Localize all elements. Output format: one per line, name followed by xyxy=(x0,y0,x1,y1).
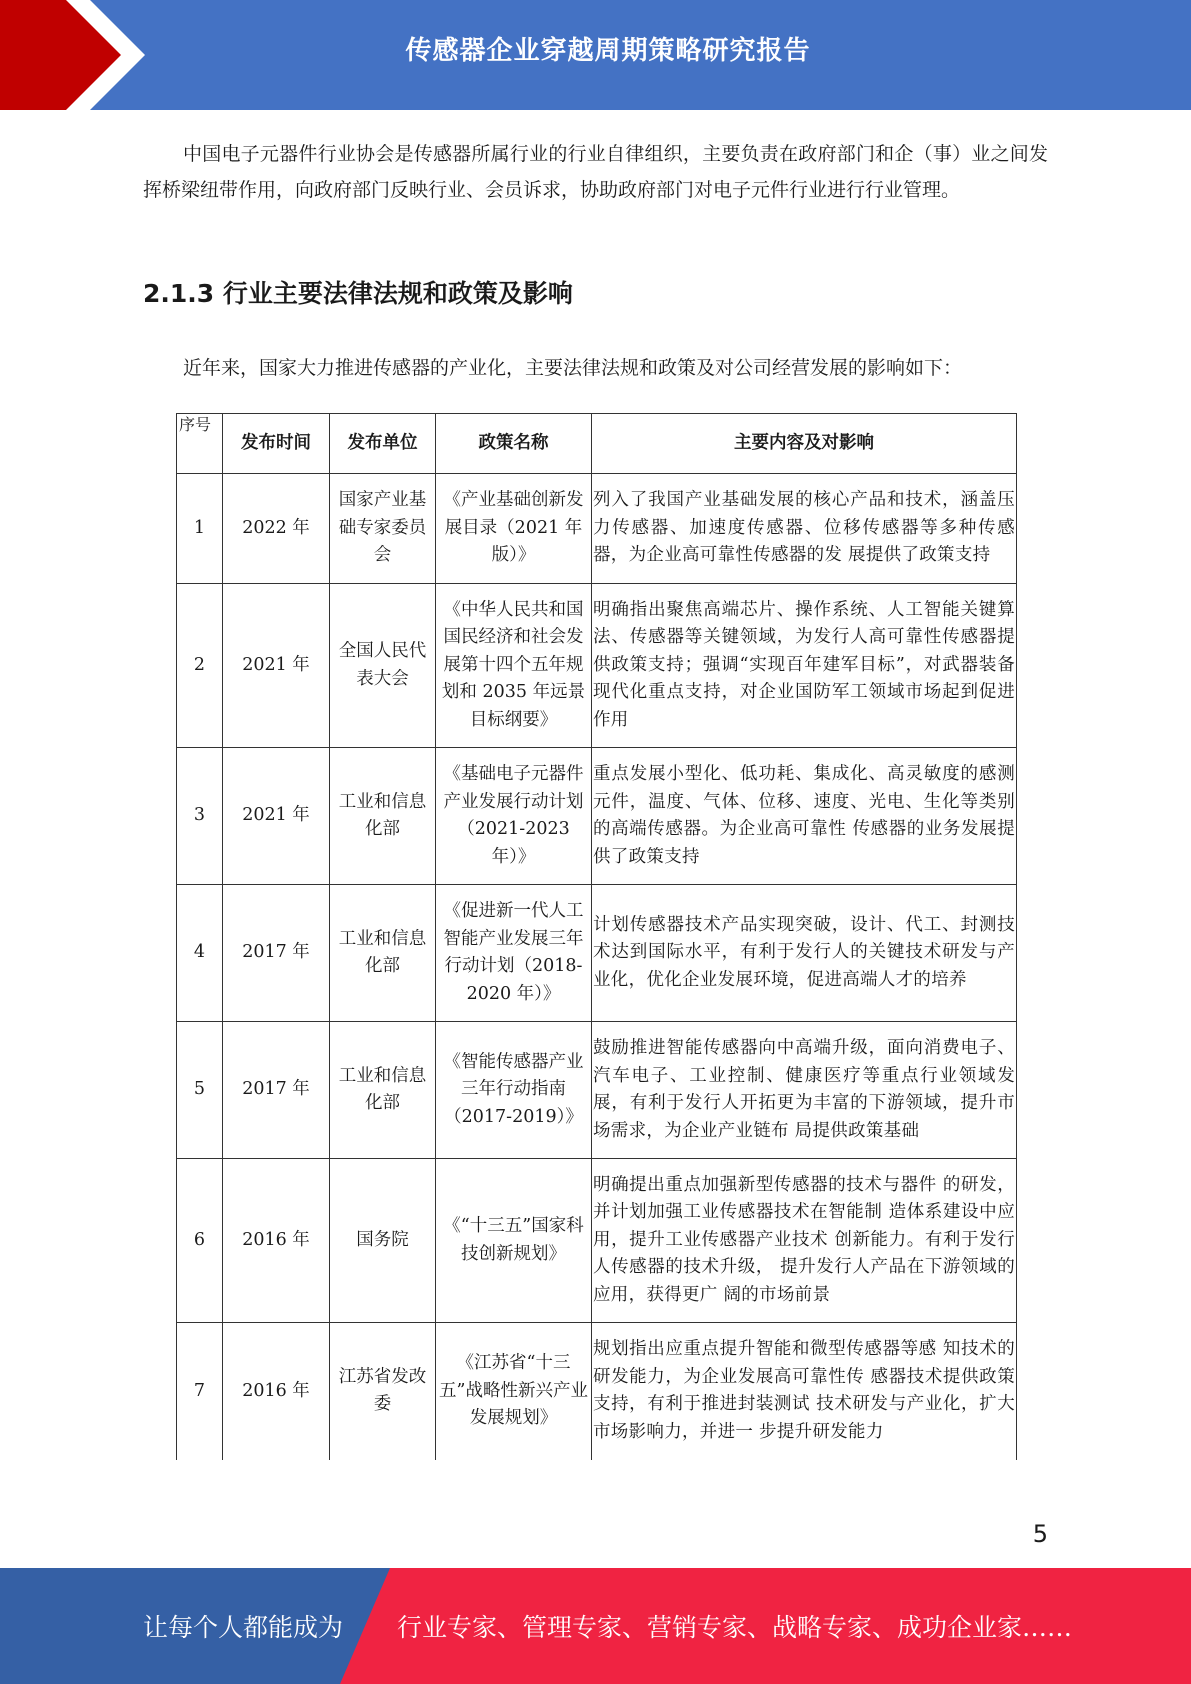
cell-content: 计划传感器技术产品实现突破，设计、代工、封测技术达到国际水平，有利于发行人的关键技术研发与产业化，优化企业发展环境，促进高端人才的培养 xyxy=(592,885,1017,1022)
cell-no: 3 xyxy=(177,748,223,885)
cell-issuer: 工业和信息化部 xyxy=(330,748,436,885)
column-header-policy: 政策名称 xyxy=(436,414,592,474)
footer-slogan-right: 行业专家、管理专家、营销专家、战略专家、成功企业家…… xyxy=(397,1613,1073,1642)
page-number: 5 xyxy=(1032,1520,1048,1548)
table-row xyxy=(177,1159,1017,1323)
page-header xyxy=(0,0,1191,110)
cell-content: 明确指出聚焦高端芯片、操作系统、人工智能关键算法、传感器等关键领域，为发行人高可靠性传感器提供政策支持；强调“实现百年建军目标”，对武器装备现代化重点支持，对企业国防军工领域市场起到促进作用 xyxy=(592,584,1017,748)
cell-content: 鼓励推进智能传感器向中高端升级，面向消费电子、汽车电子、工业控制、健康医疗等重点行业领域发展，有利于发行人开拓更为丰富的下游领域，提升市场需求，为企业产业链布 局提供政策基础 xyxy=(592,1022,1017,1159)
cell-issuer: 国务院 xyxy=(330,1159,436,1323)
cell-date: 2022 年 xyxy=(223,474,330,584)
cell-policy: 《促进新一代人工智能产业发展三年行动计划（2018-2020 年）》 xyxy=(436,885,592,1022)
cell-policy: 《中华人民共和国国民经济和社会发展第十四个五年规划和 2035 年远景目标纲要》 xyxy=(436,584,592,748)
table-row xyxy=(177,748,1017,885)
cell-date: 2021 年 xyxy=(223,584,330,748)
table-row xyxy=(177,885,1017,1022)
cell-no: 4 xyxy=(177,885,223,1022)
table-row xyxy=(177,1022,1017,1159)
cell-no: 7 xyxy=(177,1323,223,1460)
cell-issuer: 江苏省发改委 xyxy=(330,1323,436,1460)
page-footer xyxy=(0,1568,1191,1684)
table-header-row xyxy=(177,414,1017,474)
cell-no: 5 xyxy=(177,1022,223,1159)
cell-issuer: 工业和信息化部 xyxy=(330,1022,436,1159)
cell-policy: 《基础电子元器件产业发展行动计划（2021-2023 年）》 xyxy=(436,748,592,885)
cell-date: 2017 年 xyxy=(223,885,330,1022)
cell-content: 列入了我国产业基础发展的核心产品和技术，涵盖压力传感器、加速度传感器、位移传感器等多种传感器，为企业高可靠性传感器的发 展提供了政策支持 xyxy=(592,474,1017,584)
policy-table xyxy=(176,413,1017,1460)
column-header-date: 发布时间 xyxy=(223,414,330,474)
cell-date: 2021 年 xyxy=(223,748,330,885)
cell-issuer: 国家产业基础专家委员会 xyxy=(330,474,436,584)
cell-no: 2 xyxy=(177,584,223,748)
cell-content: 规划指出应重点提升智能和微型传感器等感 知技术的研发能力，为企业发展高可靠性传 感器技术提供政策支持，有利于推进封装测试 技术研发与产业化，扩大市场影响力，并进一 步提升研发能力 xyxy=(592,1323,1017,1460)
cell-content: 重点发展小型化、低功耗、集成化、高灵敏度的感测元件，温度、气体、位移、速度、光电、生化等类别的高端传感器。为企业高可靠性 传感器的业务发展提供了政策支持 xyxy=(592,748,1017,885)
cell-date: 2016 年 xyxy=(223,1323,330,1460)
cell-issuer: 全国人民代表大会 xyxy=(330,584,436,748)
table-row xyxy=(177,584,1017,748)
intro-paragraph: 中国电子元器件行业协会是传感器所属行业的行业自律组织，主要负责在政府部门和企（事）业之间发挥桥梁纽带作用，向政府部门反映行业、会员诉求，协助政府部门对电子元件行业进行行业管理。 xyxy=(143,143,1048,201)
table-row xyxy=(177,1323,1017,1460)
cell-date: 2016 年 xyxy=(223,1159,330,1323)
section-heading: 2.1.3 行业主要法律法规和政策及影响 xyxy=(143,279,573,308)
cell-issuer: 工业和信息化部 xyxy=(330,885,436,1022)
header-title: 传感器企业穿越周期策略研究报告 xyxy=(405,36,811,66)
footer-slogan-left: 让每个人都能成为 xyxy=(143,1613,344,1642)
cell-date: 2017 年 xyxy=(223,1022,330,1159)
column-header-issuer: 发布单位 xyxy=(330,414,436,474)
section-lead-paragraph: 近年来，国家大力推进传感器的产业化，主要法律法规和政策及对公司经营发展的影响如下： xyxy=(183,357,963,379)
cell-policy: 《智能传感器产业三年行动指南（2017-2019）》 xyxy=(436,1022,592,1159)
cell-no: 1 xyxy=(177,474,223,584)
cell-no: 6 xyxy=(177,1159,223,1323)
column-header-content: 主要内容及对影响 xyxy=(592,414,1017,474)
cell-policy: 《江苏省“十三五”战略性新兴产业发展规划》 xyxy=(436,1323,592,1460)
cell-policy: 《“十三五”国家科技创新规划》 xyxy=(436,1159,592,1323)
cell-policy: 《产业基础创新发展目录（2021 年版）》 xyxy=(436,474,592,584)
table-row xyxy=(177,474,1017,584)
column-header-no: 序号 xyxy=(177,414,223,474)
cell-content: 明确提出重点加强新型传感器的技术与器件 的研发，并计划加强工业传感器技术在智能制 造体系建设中应用，提升工业传感器产业技术 创新能力。有利于发行人传感器的技术升级， 提升发行人产品在下游领域的应用，获得更广 阔的市场前景 xyxy=(592,1159,1017,1323)
